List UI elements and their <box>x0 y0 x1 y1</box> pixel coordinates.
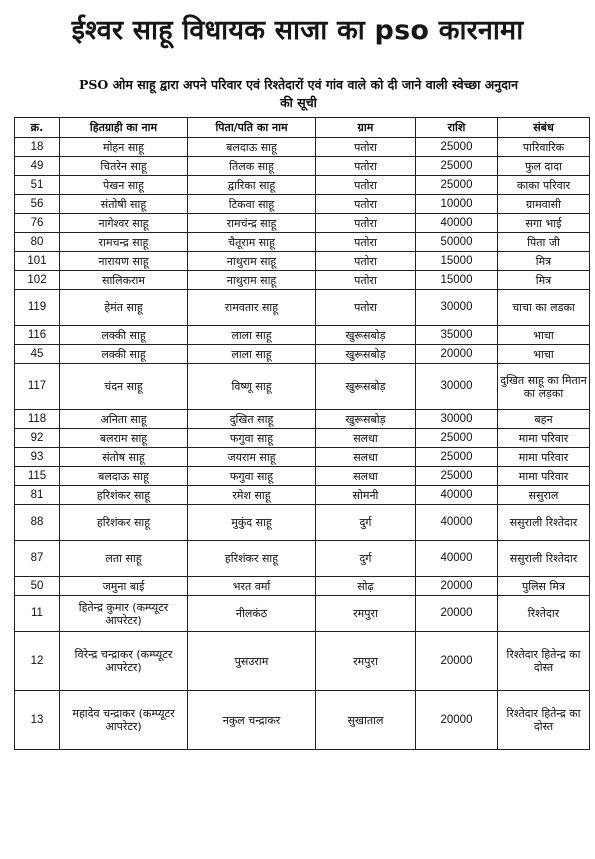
cell-relation: फुल दादा <box>498 157 590 176</box>
cell-village: पतोरा <box>316 195 416 214</box>
cell-village: सोढ़ <box>316 577 416 596</box>
cell-village: सलधा <box>316 429 416 448</box>
cell-serial: 49 <box>15 157 60 176</box>
cell-village: खुरूसबोड़ <box>316 364 416 410</box>
table-row <box>15 176 590 195</box>
cell-serial: 93 <box>15 448 60 467</box>
cell-relation: चाचा का लडका <box>498 290 590 326</box>
cell-beneficiary-name: हरिशंकर साहू <box>60 505 188 541</box>
table-row <box>15 448 590 467</box>
cell-amount: 10000 <box>416 195 498 214</box>
list-subheading <box>14 76 583 112</box>
cell-amount: 25000 <box>416 157 498 176</box>
cell-relation: ससुराल <box>498 486 590 505</box>
cell-father-husband-name: फगुवा साहू <box>188 429 316 448</box>
header-serial: क्र. <box>15 118 60 138</box>
cell-father-husband-name: रामवतार साहू <box>188 290 316 326</box>
subheading-line-2: की सूची <box>280 95 317 110</box>
cell-serial: 92 <box>15 429 60 448</box>
cell-relation: ग्रामवासी <box>498 195 590 214</box>
cell-village: पतोरा <box>316 271 416 290</box>
cell-amount: 20000 <box>416 596 498 632</box>
cell-father-husband-name: लाला साहू <box>188 326 316 345</box>
cell-father-husband-name: नकुल चन्द्राकर <box>188 691 316 750</box>
cell-village: खुरूसबोड़ <box>316 326 416 345</box>
cell-village: पतोरा <box>316 157 416 176</box>
cell-father-husband-name: रामचंन्द्र साहू <box>188 214 316 233</box>
table-row <box>15 691 590 750</box>
cell-amount: 50000 <box>416 233 498 252</box>
table-row <box>15 138 590 157</box>
cell-beneficiary-name: रामचन्द्र साहू <box>60 233 188 252</box>
table-row <box>15 577 590 596</box>
cell-father-husband-name: भरत वर्मा <box>188 577 316 596</box>
table-row <box>15 410 590 429</box>
cell-relation: मामा परिवार <box>498 448 590 467</box>
cell-amount: 20000 <box>416 577 498 596</box>
cell-beneficiary-name: बलदाऊ साहू <box>60 467 188 486</box>
table-row <box>15 596 590 632</box>
cell-beneficiary-name: अनिता साहू <box>60 410 188 429</box>
table-row <box>15 214 590 233</box>
cell-serial: 81 <box>15 486 60 505</box>
table-header-row <box>15 118 590 138</box>
cell-beneficiary-name: हितेन्द्र कुमार (कम्प्यूटर आपरेटर) <box>60 596 188 632</box>
cell-father-husband-name: नाथुराम साहू <box>188 271 316 290</box>
cell-amount: 40000 <box>416 541 498 577</box>
header-amount: राशि <box>416 118 498 138</box>
table-row <box>15 632 590 691</box>
cell-amount: 25000 <box>416 138 498 157</box>
cell-village: पतोरा <box>316 138 416 157</box>
cell-amount: 20000 <box>416 632 498 691</box>
header-relation: संबंध <box>498 118 590 138</box>
cell-village: सलधा <box>316 448 416 467</box>
cell-amount: 35000 <box>416 326 498 345</box>
cell-beneficiary-name: महादेव चन्द्राकर (कम्प्यूटर आपरेटर) <box>60 691 188 750</box>
cell-father-husband-name: द्वारिका साहू <box>188 176 316 195</box>
cell-serial: 117 <box>15 364 60 410</box>
cell-beneficiary-name: नारायण साहू <box>60 252 188 271</box>
cell-relation: दुखित साहू का मितान का लड़का <box>498 364 590 410</box>
cell-amount: 40000 <box>416 486 498 505</box>
cell-beneficiary-name: चंदन साहू <box>60 364 188 410</box>
cell-serial: 51 <box>15 176 60 195</box>
cell-relation: मित्र <box>498 252 590 271</box>
cell-beneficiary-name: जमुना बाई <box>60 577 188 596</box>
cell-serial: 101 <box>15 252 60 271</box>
cell-village: पतोरा <box>316 290 416 326</box>
cell-father-husband-name: पुसउराम <box>188 632 316 691</box>
table-row <box>15 326 590 345</box>
cell-relation: रिश्तेदार <box>498 596 590 632</box>
cell-village: दुर्ग <box>316 505 416 541</box>
cell-beneficiary-name: पेखन साहू <box>60 176 188 195</box>
cell-father-husband-name: विष्णू साहू <box>188 364 316 410</box>
cell-amount: 40000 <box>416 214 498 233</box>
cell-serial: 115 <box>15 467 60 486</box>
cell-father-husband-name: फगुवा साहू <box>188 467 316 486</box>
cell-amount: 25000 <box>416 176 498 195</box>
cell-beneficiary-name: लक्की साहू <box>60 326 188 345</box>
cell-relation: मामा परिवार <box>498 429 590 448</box>
cell-beneficiary-name: लक्की साहू <box>60 345 188 364</box>
cell-village: सुखाताल <box>316 691 416 750</box>
table-row <box>15 195 590 214</box>
cell-relation: काका परिवार <box>498 176 590 195</box>
table-row <box>15 157 590 176</box>
table-row <box>15 467 590 486</box>
cell-relation: भाचा <box>498 326 590 345</box>
table-body <box>15 138 590 750</box>
cell-relation: पिता जी <box>498 233 590 252</box>
cell-village: सोमनी <box>316 486 416 505</box>
cell-village: खुरूसबोड़ <box>316 410 416 429</box>
cell-relation: रिश्तेदार हितेन्द्र का दोस्त <box>498 632 590 691</box>
cell-serial: 11 <box>15 596 60 632</box>
cell-relation: पारिवारिक <box>498 138 590 157</box>
beneficiary-table <box>14 117 590 750</box>
cell-father-husband-name: टिकवा साहू <box>188 195 316 214</box>
cell-relation: भाचा <box>498 345 590 364</box>
cell-serial: 12 <box>15 632 60 691</box>
cell-father-husband-name: नाथुराम साहू <box>188 252 316 271</box>
cell-beneficiary-name: संतोषी साहू <box>60 195 188 214</box>
cell-village: पतोरा <box>316 176 416 195</box>
cell-amount: 30000 <box>416 290 498 326</box>
cell-father-husband-name: लाला साहू <box>188 345 316 364</box>
cell-beneficiary-name: हरिशंकर साहू <box>60 486 188 505</box>
cell-father-husband-name: हरिशंकर साहू <box>188 541 316 577</box>
table-row <box>15 271 590 290</box>
cell-father-husband-name: नीलकंठ <box>188 596 316 632</box>
cell-serial: 102 <box>15 271 60 290</box>
cell-village: सलधा <box>316 467 416 486</box>
cell-father-husband-name: रमेश साहू <box>188 486 316 505</box>
cell-serial: 88 <box>15 505 60 541</box>
cell-beneficiary-name: चितरेन साहू <box>60 157 188 176</box>
cell-amount: 25000 <box>416 448 498 467</box>
header-father-husband-name: पिता/पति का नाम <box>188 118 316 138</box>
table-row <box>15 429 590 448</box>
cell-village: रमपुरा <box>316 596 416 632</box>
cell-serial: 116 <box>15 326 60 345</box>
cell-amount: 20000 <box>416 345 498 364</box>
cell-serial: 80 <box>15 233 60 252</box>
cell-amount: 15000 <box>416 271 498 290</box>
cell-serial: 56 <box>15 195 60 214</box>
cell-village: रमपुरा <box>316 632 416 691</box>
cell-beneficiary-name: बलराम साहू <box>60 429 188 448</box>
table-row <box>15 364 590 410</box>
cell-village: दुर्ग <box>316 541 416 577</box>
cell-amount: 40000 <box>416 505 498 541</box>
cell-father-husband-name: जयराम साहू <box>188 448 316 467</box>
cell-village: खुरूसबोड़ <box>316 345 416 364</box>
header-beneficiary-name: हितग्राही का नाम <box>60 118 188 138</box>
cell-relation: मित्र <box>498 271 590 290</box>
cell-relation: सगा भाई <box>498 214 590 233</box>
cell-serial: 118 <box>15 410 60 429</box>
table-row <box>15 505 590 541</box>
cell-relation: बहन <box>498 410 590 429</box>
cell-relation: पुलिस मित्र <box>498 577 590 596</box>
cell-village: पतोरा <box>316 214 416 233</box>
cell-father-husband-name: दुखित साहू <box>188 410 316 429</box>
table-row <box>15 541 590 577</box>
table-row <box>15 252 590 271</box>
cell-beneficiary-name: विरेन्द्र चन्द्राकर (कम्प्यूटर आपरेटर) <box>60 632 188 691</box>
cell-father-husband-name: बलदाऊ साहू <box>188 138 316 157</box>
cell-father-husband-name: चैतूराम साहू <box>188 233 316 252</box>
cell-serial: 87 <box>15 541 60 577</box>
cell-serial: 50 <box>15 577 60 596</box>
cell-amount: 20000 <box>416 691 498 750</box>
cell-amount: 15000 <box>416 252 498 271</box>
cell-relation: मामा परिवार <box>498 467 590 486</box>
cell-amount: 30000 <box>416 364 498 410</box>
cell-beneficiary-name: हेमंत साहू <box>60 290 188 326</box>
cell-relation: ससुराली रिश्तेदार <box>498 541 590 577</box>
table-row <box>15 345 590 364</box>
cell-amount: 25000 <box>416 467 498 486</box>
cell-village: पतोरा <box>316 252 416 271</box>
cell-beneficiary-name: नागेश्वर साहू <box>60 214 188 233</box>
header-village: ग्राम <box>316 118 416 138</box>
cell-father-husband-name: मुकुंद साहू <box>188 505 316 541</box>
cell-beneficiary-name: मोहन साहू <box>60 138 188 157</box>
table-row <box>15 233 590 252</box>
cell-beneficiary-name: लता साहू <box>60 541 188 577</box>
page-headline: ईश्वर साहू विधायक साजा का pso कारनामा <box>71 15 524 46</box>
cell-serial: 13 <box>15 691 60 750</box>
table-row <box>15 290 590 326</box>
cell-beneficiary-name: संतोष साहू <box>60 448 188 467</box>
cell-amount: 25000 <box>416 429 498 448</box>
cell-village: पतोरा <box>316 233 416 252</box>
subheading-line-1: PSO ओम साहू द्वारा अपने परिवार एवं रिश्तेदारों एवं गांव वाले को दी जाने वाली स्वेच्छा अनुदान <box>78 77 519 92</box>
cell-father-husband-name: तिलक साहू <box>188 157 316 176</box>
cell-beneficiary-name: सालिकराम <box>60 271 188 290</box>
cell-relation: रिश्तेदार हितेन्द्र का दोस्त <box>498 691 590 750</box>
table-row <box>15 486 590 505</box>
cell-relation: ससुराली रिश्तेदार <box>498 505 590 541</box>
cell-serial: 45 <box>15 345 60 364</box>
cell-serial: 18 <box>15 138 60 157</box>
cell-serial: 76 <box>15 214 60 233</box>
cell-serial: 119 <box>15 290 60 326</box>
cell-amount: 30000 <box>416 410 498 429</box>
